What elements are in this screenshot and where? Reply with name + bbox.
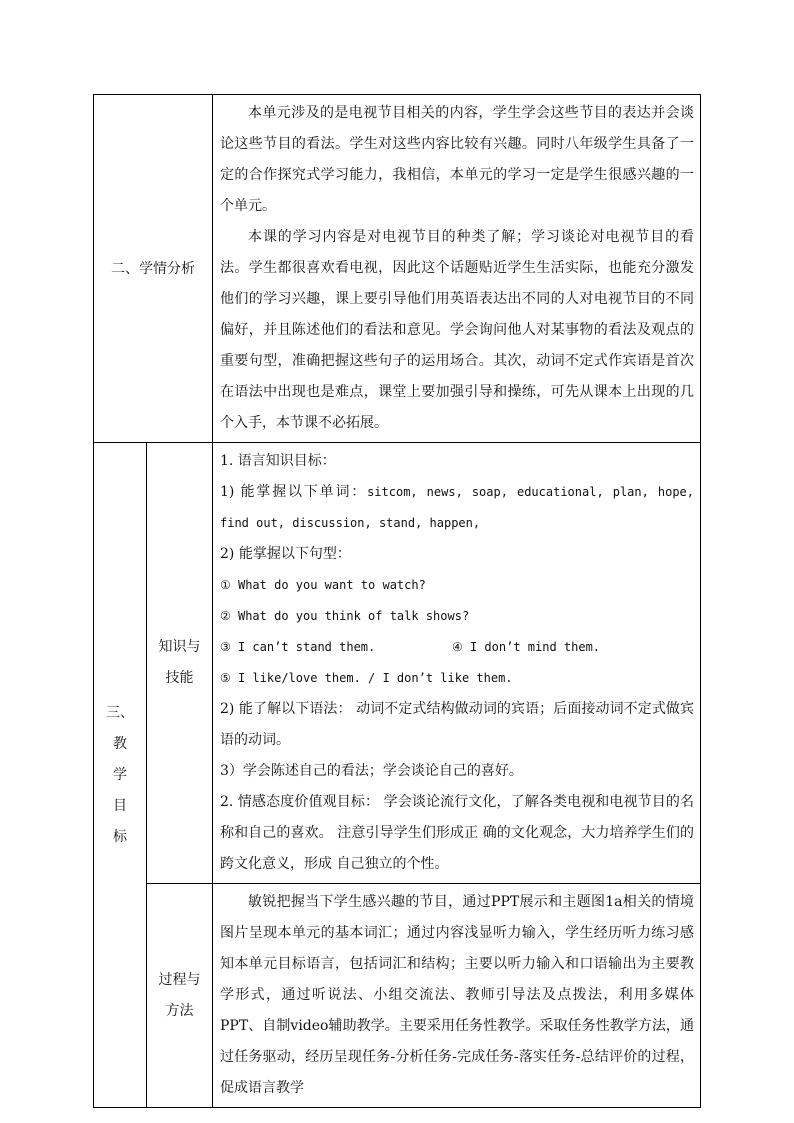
knowledge-vocab-line — [220, 477, 694, 539]
knowledge-line: 1. 语言知识目标： — [220, 453, 336, 469]
knowledge-line: 3）学会陈述自己的看法；学会谈论自己的喜好。 — [220, 763, 523, 779]
sentence-pattern-row — [220, 570, 694, 632]
knowledge-label-line-2: 技能 — [165, 670, 194, 686]
sub-label-process-methods — [147, 884, 213, 1108]
sentence-pattern-row — [220, 663, 694, 694]
knowledge-skills-content — [213, 443, 701, 884]
learner-analysis-paragraph-2: 本课的学习内容是对电视节目的种类了解；学习谈论对电视节目的看法。学生都很喜欢看电视，因此这个话题贴近学生生活实际，也能充分激发他们的学习兴趣，课上要引导他们用英语表达出不同的人对电视节目的不同偏好，并且陈述他们的看法和意见。学会询问他人对某事物的看法及观点的重要句型，准确把握这些句子的运用场合。其次，动词不定式作宾语是首次在语法中出现也是难点，课堂上要加强引导和操练，可先从课本上出现的几个入手，本节课不必拓展。 — [220, 229, 694, 431]
teaching-goals-char: 学 — [113, 766, 127, 783]
vocab-prefix: 1) 能掌握以下单词： — [220, 484, 368, 500]
row-knowledge-skills — [94, 443, 701, 884]
teaching-goals-char: 三、 — [106, 704, 134, 721]
lesson-plan-table — [93, 94, 701, 1108]
sentence-pattern-row — [220, 632, 694, 663]
sub-label-knowledge-skills — [147, 443, 213, 884]
sentence-pattern: ④ I don’t mind them. — [452, 640, 601, 654]
row-process-methods — [94, 884, 701, 1108]
knowledge-line: 2) 能了解以下语法： 动词不定式结构做动词的宾语；后面接动词不定式做宾语的动词。 — [220, 701, 694, 748]
sentence-pattern: ⑤ I like/love them. / I don’t like them. — [220, 671, 513, 685]
row-learner-analysis — [94, 95, 701, 443]
knowledge-line: 2. 情感态度价值观目标： 学会谈论流行文化，了解各类电视和电视节目的名称和自己的喜欢。 注意引导学生们形成正 确的文化观念，大力培养学生们的跨文化意义，形成 自己独立的个性。 — [220, 794, 694, 872]
process-methods-content — [213, 884, 701, 1108]
process-label-line-2: 方法 — [165, 1002, 194, 1019]
learner-analysis-paragraph-1: 本单元涉及的是电视节目相关的内容，学生学会这些节目的表达并会谈论这些节目的看法。学生对这些内容比较有兴趣。同时八年级学生具备了一定的合作探究式学习能力，我相信，本单元的学习一定是学生很感兴趣的一个单元。 — [220, 105, 694, 214]
vocab-words: sitcom, news, soap, educational, plan, hope, find out, discussion, stand, happen, — [220, 485, 694, 530]
process-label-line-1: 过程与 — [158, 971, 201, 988]
sentence-pattern: ① What do you want to watch? — [220, 578, 426, 592]
knowledge-line: 2) 能掌握以下句型： — [220, 546, 351, 562]
section-label-learner-analysis: 二、学情分析 — [94, 95, 213, 443]
teaching-goals-char: 标 — [113, 828, 127, 845]
learner-analysis-content — [213, 95, 701, 443]
sentence-pattern: ② What do you think of talk shows? — [220, 609, 470, 623]
sentence-pattern: ③ I can’t stand them. — [220, 640, 376, 654]
teaching-goals-char: 目 — [113, 797, 127, 814]
section-label-teaching-goals — [94, 443, 147, 1108]
knowledge-label-line-1: 知识与 — [158, 639, 201, 655]
process-paragraph: 敏锐把握当下学生感兴趣的节目，通过PPT展示和主题图1a相关的情境图片呈现本单元的基本词汇；通过内容浅显听力输入，学生经历听力练习感知本单元目标语言，包括词汇和结构；主要以听力输入和口语输出为主要教学形式，通过听说法、小组交流法、教师引导法及点拨法，利用多媒体PPT、自制video辅助教学。主要采用任务性教学。采取任务性教学方法，通过任务驱动，经历呈现任务-分析任务-完成任务-落实任务-总结评价的过程，促成语言教学 — [220, 894, 694, 1096]
teaching-goals-char: 教 — [113, 735, 127, 752]
